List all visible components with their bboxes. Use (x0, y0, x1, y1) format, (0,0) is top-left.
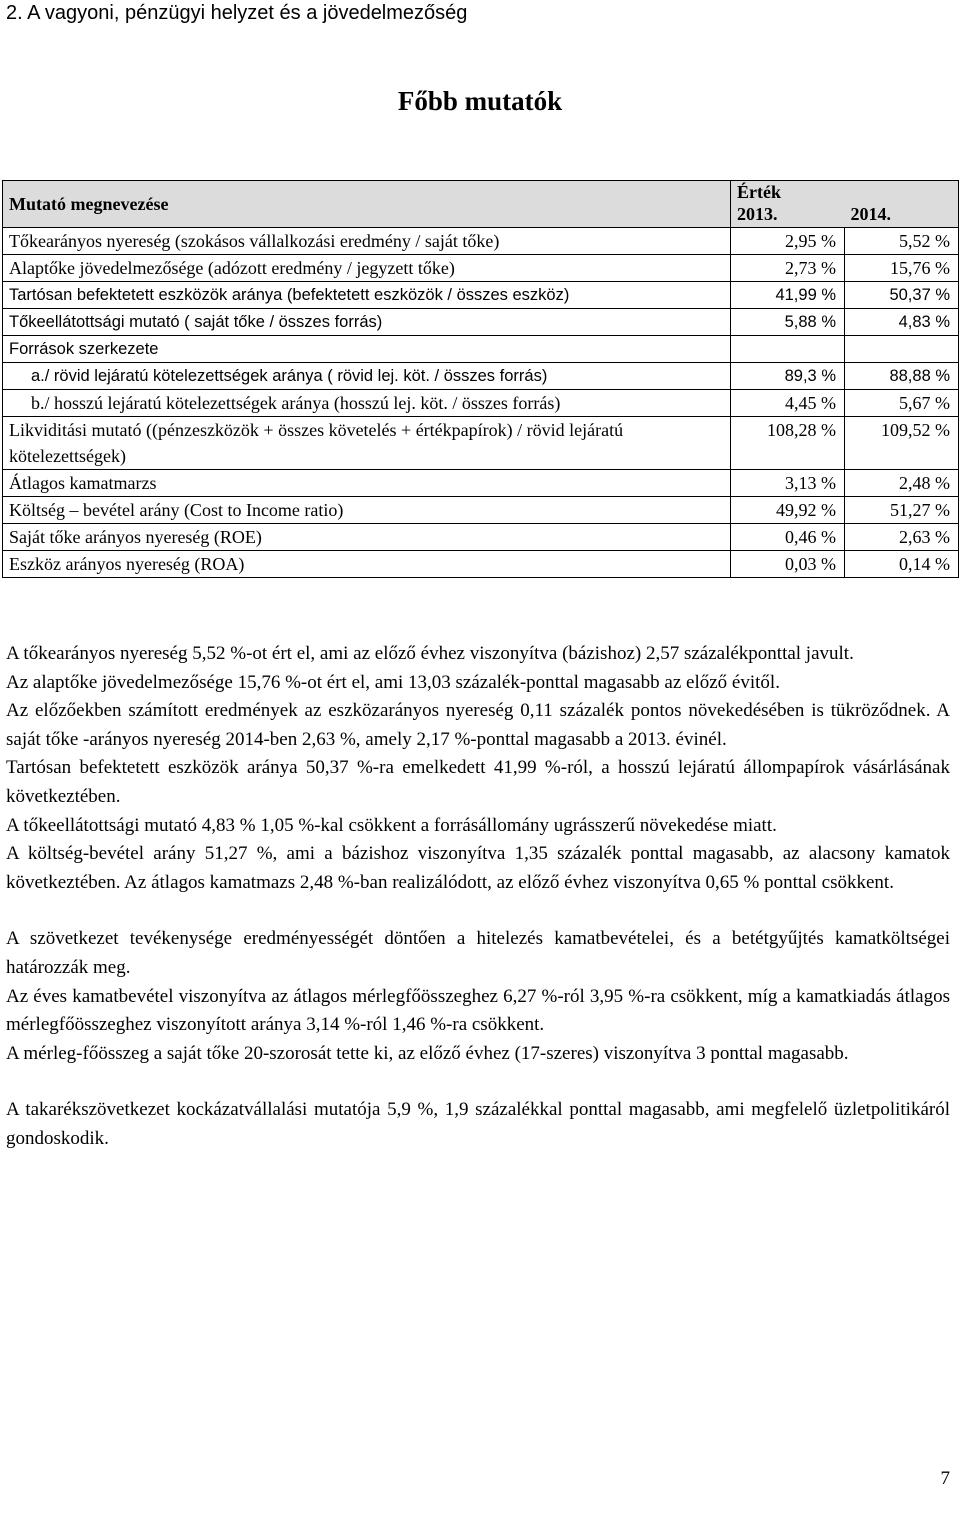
row-name: Likviditási mutató ((pénzeszközök + összes követelés + értékpapírok) / rövid lejáratú kötelezettségek) (3, 417, 731, 470)
table-row (3, 470, 959, 497)
row-name: Költség – bevétel arány (Cost to Income ratio) (3, 497, 731, 524)
row-value-2014: 88,88 % (845, 363, 959, 390)
row-name: Tőkearányos nyereség (szokásos vállalkozási eredmény / saját tőke) (3, 228, 731, 255)
table-row (3, 282, 959, 309)
table-row (3, 524, 959, 551)
table-row (3, 363, 959, 390)
paragraph: A tőkeellátottsági mutató 4,83 % 1,05 %-kal csökkent a forrásállomány ugrásszerű növekedése miatt. (6, 814, 777, 836)
table-row (3, 309, 959, 336)
paragraph: Az alaptőke jövedelmezősége 15,76 %-ot ért el, ami 13,03 százalék-ponttal magasabb az előző évitől. (6, 671, 780, 693)
table-header-row (3, 181, 959, 228)
main-title: Főbb mutatók (397, 86, 563, 116)
table-row (3, 551, 959, 578)
section-heading: 2. A vagyoni, pénzügyi helyzet és a jövedelmezőség (6, 2, 468, 24)
paragraph: A takarékszövetkezet kockázatvállalási mutatója 5,9 %, 1,9 százalékkal ponttal magasabb, ami megfelelő üzletpolitikáról gondoskodik. (6, 1099, 950, 1149)
row-name: a./ rövid lejáratú kötelezettségek aránya ( rövid lej. köt. / összes forrás) (3, 363, 731, 390)
paragraph: A szövetkezet tevékenysége eredményességét döntően a hitelezés kamatbevételei, és a betétgyűjtés kamatköltségei határozzák meg. (6, 928, 950, 978)
row-value-2014: 109,52 % (845, 417, 959, 470)
header-year-2014: 2014. (850, 204, 891, 224)
table-row (3, 497, 959, 524)
header-value-cell (731, 181, 959, 228)
row-name: Tőkeellátottsági mutató ( saját tőke / összes forrás) (3, 309, 731, 336)
row-value-2013: 2,95 % (731, 228, 845, 255)
row-name: b./ hosszú lejáratú kötelezettségek aránya (hosszú lej. köt. / összes forrás) (3, 390, 731, 417)
table-row (3, 255, 959, 282)
paragraph: A mérleg-főösszeg a saját tőke 20-szorosát tette ki, az előző évhez (17-szeres) viszonyítva 3 ponttal magasabb. (6, 1042, 849, 1064)
row-name: Átlagos kamatmarzs (3, 470, 731, 497)
row-value-2013: 3,13 % (731, 470, 845, 497)
row-value-2014: 51,27 % (845, 497, 959, 524)
paragraph: Az éves kamatbevétel viszonyítva az átlagos mérlegfőösszeghez 6,27 %-ról 3,95 %-ra csökkent, míg a kamatkiadás átlagos mérlegfőösszeghez viszonyított aránya 3,14 %-ról 1,46 %-ra csökkent. (6, 985, 950, 1036)
indicators-table (2, 180, 959, 578)
row-name: Saját tőke arányos nyereség (ROE) (3, 524, 731, 551)
row-value-2014: 15,76 % (845, 255, 959, 282)
row-value-2014: 5,67 % (845, 390, 959, 417)
row-value-2013: 5,88 % (731, 309, 845, 336)
row-name: Alaptőke jövedelmezősége (adózott eredmény / jegyzett tőke) (3, 255, 731, 282)
row-value-2013: 0,46 % (731, 524, 845, 551)
row-value-2013: 89,3 % (731, 363, 845, 390)
row-value-2013: 41,99 % (731, 282, 845, 309)
row-value-2014: 2,63 % (845, 524, 959, 551)
header-years (731, 203, 958, 227)
paragraph: A tőkearányos nyereség 5,52 %-ot ért el, ami az előző évhez viszonyítva (bázishoz) 2,57 százalékponttal javult. (6, 643, 854, 664)
row-name: Eszköz arányos nyereség (ROA) (3, 551, 731, 578)
row-value-2014: 5,52 % (845, 228, 959, 255)
row-value-2013: 0,03 % (731, 551, 845, 578)
row-value-2014 (845, 336, 959, 363)
row-value-2014: 0,14 % (845, 551, 959, 578)
row-value-2014: 50,37 % (845, 282, 959, 309)
paragraph: Az előzőekben számított eredmények az eszközarányos nyereség 0,11 százalék pontos növekedésében is tükröződnek. A saját tőke -arányos nyereség 2014-ben 2,63 %, amely 2,17 %-ponttal magasabb a 2013. évinél. (6, 700, 950, 750)
row-value-2013: 108,28 % (731, 417, 845, 470)
table-row (3, 390, 959, 417)
body-text (6, 640, 950, 1154)
row-value-2013: 2,73 % (731, 255, 845, 282)
header-value-label: Érték (737, 182, 781, 202)
row-value-2013: 49,92 % (731, 497, 845, 524)
header-year-2013: 2013. (737, 204, 778, 224)
page-number: 7 (940, 1468, 950, 1489)
row-value-2013: 4,45 % (731, 390, 845, 417)
paragraph: A költség-bevétel arány 51,27 %, ami a bázishoz viszonyítva 1,35 százalék ponttal magasabb, az alacsony kamatok következtében. Az átlagos kamatmazs 2,48 %-ban realizálódott, az előző évhez viszonyítva 0,65 % ponttal csökkent. (6, 843, 950, 893)
table-row (3, 228, 959, 255)
row-name: Tartósan befektetett eszközök aránya (befektetett eszközök / összes eszköz) (3, 282, 731, 309)
row-value-2014: 2,48 % (845, 470, 959, 497)
table-row (3, 336, 959, 363)
table-row (3, 417, 959, 470)
row-value-2013 (731, 336, 845, 363)
paragraph: Tartósan befektetett eszközök aránya 50,37 %-ra emelkedett 41,99 %-ról, a hosszú lejáratú állompapírok vásárlásának következtében. (6, 757, 950, 807)
header-name-label: Mutató megnevezése (3, 181, 731, 228)
row-name: Források szerkezete (3, 336, 731, 363)
row-value-2014: 4,83 % (845, 309, 959, 336)
